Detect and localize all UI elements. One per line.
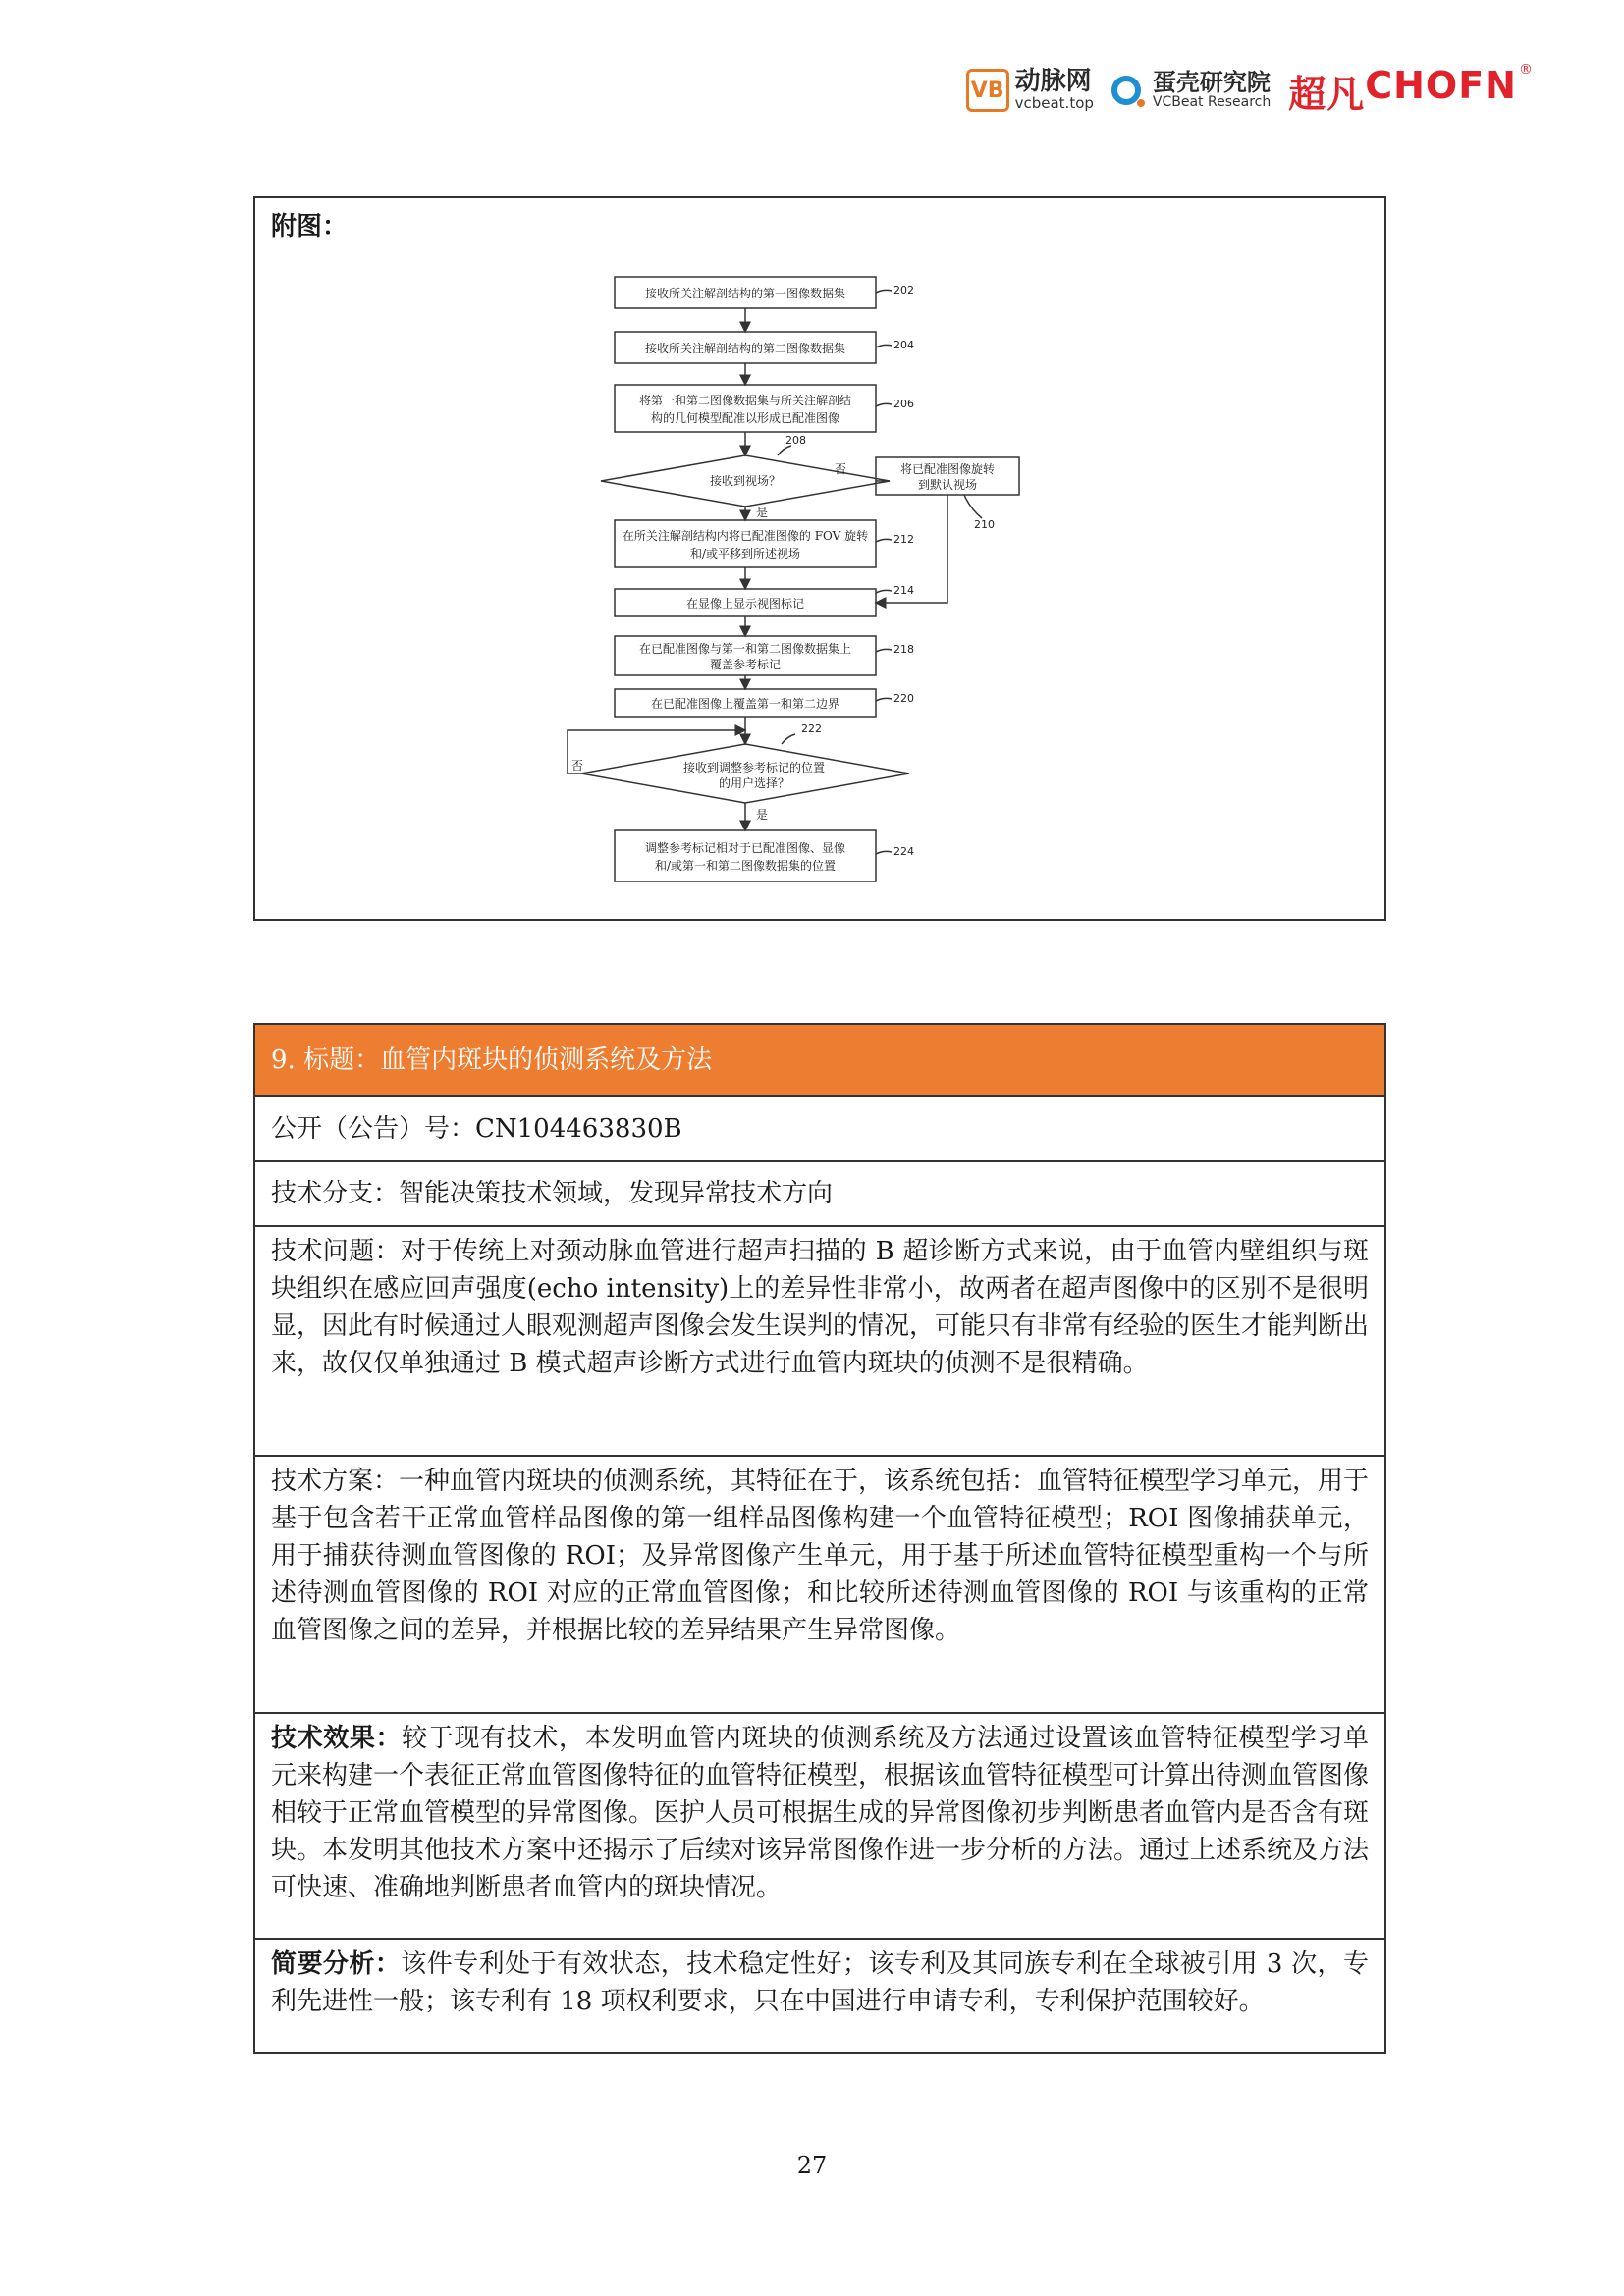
flow-text-218-line2: 覆盖参考标记	[709, 658, 782, 671]
vcbeat-mark-icon: VB	[966, 69, 1009, 112]
brief-analysis: 该件专利处于有效状态，技术稳定性好；该专利及其同族专利在全球被引用 3 次，专利先进性一般；该专利有 18 项权利要求，只在中国进行申请专利，专利保护范围较好。	[271, 1949, 1369, 2016]
chofn-logo	[1288, 61, 1534, 118]
vcbeat-research-logo	[1111, 71, 1271, 110]
tech-effect: 较于现有技术，本发明血管内斑块的侦测系统及方法通过设置该血管特征模型学习单元来构建一个表征正常血管图像特征的血管特征模型，根据该血管特征模型可计算出待测血管图像相较于正常血管模型的异常图像。医护人员可根据生成的异常图像初步判断患者血管内是否含有斑块。本发明其他技术方案中还揭示了后续对该异常图像作进一步分析的方法。通过上述系统及方法可快速、准确地判断患者血管内的斑块情况。	[271, 1724, 1370, 1902]
patent-title-row	[255, 1025, 1384, 1095]
ref-212: 212	[893, 533, 914, 546]
ref-218: 218	[893, 643, 914, 656]
egg-shell-icon	[1111, 76, 1141, 105]
flow-label-222-yes: 是	[756, 808, 769, 822]
flow-label-208-no: 否	[835, 462, 847, 476]
vcbeat-logo	[966, 69, 1094, 112]
ref-202: 202	[893, 284, 914, 296]
flow-text-210-line1: 将已配准图像旋转	[899, 462, 996, 476]
patent-title: 9. 标题：血管内斑块的侦测系统及方法	[271, 1045, 713, 1075]
egg-research-sub: VCBeat Research	[1152, 94, 1272, 111]
flow-text-206-line2: 构的几何模型配准以形成已配准图像	[650, 411, 840, 425]
tech-effect-label: 技术效果：	[271, 1724, 403, 1753]
chofn-registered-mark: ®	[1519, 61, 1534, 78]
ref-222: 222	[801, 722, 822, 735]
tech-problem-row	[255, 1225, 1384, 1455]
brief-analysis-row	[255, 1938, 1384, 2052]
tech-solution-row	[255, 1455, 1384, 1712]
flow-text-204: 接收所关注解剖结构的第二图像数据集	[644, 342, 846, 355]
flow-label-222-no: 否	[571, 759, 584, 773]
flow-text-210-line2: 到默认视场	[917, 478, 978, 492]
tech-problem: 技术问题：对于传统上对颈动脉血管进行超声扫描的 B 超诊断方式来说，由于血管内壁组织与斑块组织在感应回声强度(echo intensity)上的差异性非常小，故两者在超声图像中的区别不是很明显，因此有时候通过人眼观测超声图像会发生误判的情况，可能只有非常有经验的医生才能判断出来，故仅仅单独通过 B 模式超声诊断方式进行血管内斑块的侦测不是很精确。	[271, 1237, 1370, 1378]
figure-title: 附图：	[271, 212, 349, 241]
page-number: 27	[796, 2152, 828, 2179]
ref-208: 208	[785, 434, 806, 447]
tech-branch-row	[255, 1160, 1384, 1225]
flow-text-208: 接收到视场？	[709, 474, 782, 488]
flow-text-224-line1: 调整参考标记相对于已配准图像、显像	[644, 841, 846, 855]
tech-solution: 技术方案：一种血管内斑块的侦测系统，其特征在于，该系统包括：血管特征模型学习单元，用于基于包含若干正常血管样品图像的第一组样品图像构建一个血管特征模型；ROI 图像捕获单元，用于捕获待测血管图像的 ROI；及异常图像产生单元，用于基于所述血管特征模型重构一个与所述待测血管图像的 ROI 对应的正常血管图像；和比较所述待测血管图像的 ROI 与该重构的正常血管图像之间的差异，并根据比较的差异结果产生异常图像。	[271, 1467, 1370, 1645]
flow-text-202: 接收所关注解剖结构的第一图像数据集	[644, 287, 846, 300]
flow-box-224	[615, 830, 876, 881]
ref-210: 210	[974, 518, 995, 531]
chofn-en: CHOFN	[1365, 63, 1517, 107]
flow-label-208-yes: 是	[756, 506, 769, 519]
flow-text-206-line1: 将第一和第二图像数据集与所关注解剖结	[638, 394, 852, 407]
ref-206: 206	[893, 398, 914, 410]
flow-text-218-line1: 在已配准图像与第一和第二图像数据集上	[638, 642, 852, 656]
figure-box	[253, 196, 1386, 921]
patent-info-table	[253, 1023, 1386, 2054]
tech-branch: 技术分支：智能决策技术领域，发现异常技术方向	[271, 1179, 834, 1208]
header-logos	[966, 61, 1534, 120]
flow-text-224-line2: 和/或第一和第二图像数据集的位置	[654, 859, 837, 873]
ref-214: 214	[893, 584, 914, 597]
vcbeat-name: 动脉网	[1014, 67, 1092, 97]
publication-number: 公开（公告）号：CN104463830B	[271, 1114, 682, 1144]
chofn-cn: 超凡	[1288, 72, 1366, 116]
flow-text-222-line2: 的用户选择？	[718, 776, 790, 790]
flow-text-212-line2: 和/或平移到所述视场	[689, 547, 801, 561]
brief-analysis-label: 简要分析：	[271, 1949, 402, 1979]
flow-text-214: 在显像上显示视图标记	[685, 597, 805, 611]
vcbeat-url: vcbeat.top	[1014, 93, 1094, 112]
flowchart	[255, 198, 1384, 919]
egg-research-name: 蛋壳研究院	[1152, 69, 1271, 97]
flow-text-212-line1: 在所关注解剖结构内将已配准图像的 FOV 旋转	[622, 529, 869, 543]
tech-effect-row	[255, 1712, 1384, 1938]
flow-text-222-line1: 接收到调整参考标记的位置	[682, 761, 826, 774]
ref-220: 220	[893, 692, 914, 705]
flow-text-220: 在已配准图像上覆盖第一和第二边界	[650, 697, 840, 711]
publication-row	[255, 1095, 1384, 1160]
ref-224: 224	[893, 845, 914, 858]
ref-204: 204	[893, 339, 914, 351]
